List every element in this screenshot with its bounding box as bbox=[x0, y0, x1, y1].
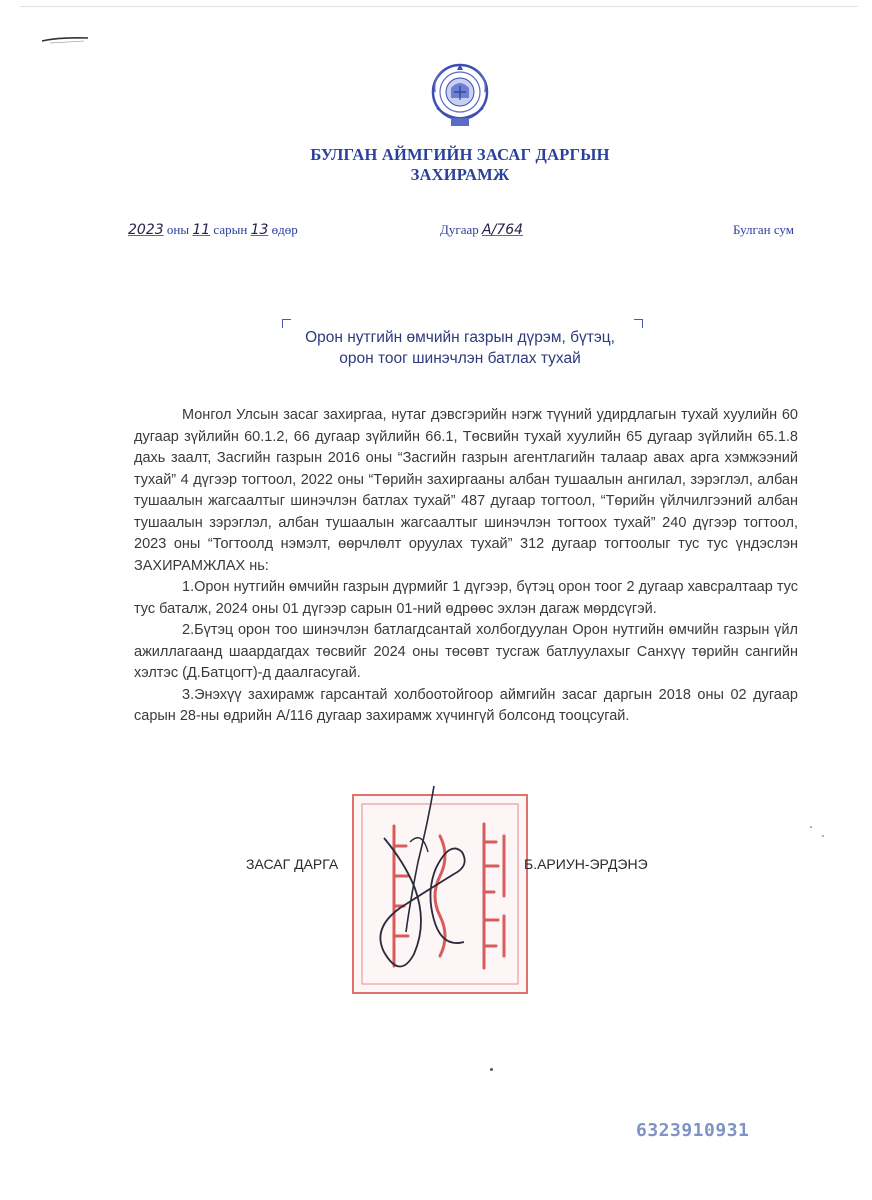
date-day: 13 bbox=[250, 222, 269, 238]
dateline bbox=[128, 218, 794, 244]
document-body bbox=[134, 405, 798, 728]
handwritten-signature bbox=[370, 782, 480, 972]
document-subject bbox=[240, 327, 680, 369]
document-number bbox=[440, 222, 523, 238]
body-item-1: 1.Орон нутгийн өмчийн газрын дүрмийг 1 дүгээр, бүтэц орон тоог 2 дугаар хавсралтаар тус тус баталж, 2024 оны 01 дүгээр сарын 01-ний өдрөөс эхлэн дагаж мөрдсүгэй. bbox=[134, 579, 798, 617]
date-day-suffix: өдөр bbox=[271, 222, 298, 237]
scan-speck bbox=[822, 835, 824, 837]
scan-edge-line bbox=[20, 6, 858, 7]
body-preamble: Монгол Улсын засаг захиргаа, нутаг дэвсгэрийн нэгж түүний удирдлагын тухай хуулийн 60 дугаар зүйлийн 60.1.2, 66 дугаар зүйлийн 66.1, Төсвийн тухай хуулийн 65 дугаар зүйлийн 65.1.8 дахь заалт, Засгийн газрын 2016 оны “Засгийн газрын агентлагийн талаар авах арга хэмжээний тухай” 4 дүгээр тогтоол, 2022 оны “Төрийн захиргааны албан тушаалын ангилал, зэрэглэл, албан тушаалын жагсаалтыг шинэчлэн батлах тухай” 487 дугаар тогтоол, “Төрийн үйлчилгээний албан тушаалын зэрэглэл, албан тушаалын жагсаалтыг шинэчлэн тогтоох тухай” 240 дүгээр тогтоол, 2023 оны “Тогтоолд нэмэлт, өөрчлөлт оруулах тухай” 312 дугаар тогтоолыг тус тус үндэслэн ЗАХИРАМЖЛАХ нь: bbox=[134, 407, 798, 574]
document-header bbox=[0, 145, 872, 185]
date-month-suffix: сарын bbox=[213, 222, 248, 237]
date-month: 11 bbox=[192, 222, 211, 238]
body-item-3: 3.Энэхүү захирамж гарсантай холбоотойгоор аймгийн засаг даргын 2018 оны 02 дугаар сарын 28-ны өдрийн А/116 дугаар захирамж хүчингүй болсонд тооцсугай. bbox=[134, 686, 798, 724]
scan-speck bbox=[490, 1068, 493, 1071]
scan-speck bbox=[810, 826, 812, 828]
date-year-suffix: оны bbox=[166, 222, 190, 237]
document-serial-number: 6323910931 bbox=[636, 1120, 750, 1141]
issue-date bbox=[128, 222, 298, 238]
issue-place: Булган сум bbox=[732, 222, 794, 237]
header-title-line2: ЗАХИРАМЖ bbox=[410, 165, 510, 184]
number-label: Дугаар bbox=[440, 222, 479, 237]
number-value: А/764 bbox=[482, 222, 524, 238]
body-item-2: 2.Бүтэц орон тоо шинэчлэн батлагдсантай холбогдуулан Орон нутгийн өмчийн газрын үйл ажиллагаанд шаардагдах төсвийг 2024 оны төсөвт тусгаж батлуулахыг Санхүү төрийн сангийн хэлтэс (Д.Батцогт)-д даалгасугай. bbox=[134, 622, 798, 681]
corner-scribble-mark bbox=[40, 33, 92, 45]
signatory-name: Б.АРИУН-ЭРДЭНЭ bbox=[524, 856, 648, 872]
signatory-title: ЗАСАГ ДАРГА bbox=[246, 856, 339, 872]
state-emblem-icon bbox=[429, 58, 491, 132]
subject-line1: Орон нутгийн өмчийн газрын дүрэм, бүтэц, bbox=[305, 329, 615, 346]
subject-line2: орон тоог шинэчлэн батлах тухай bbox=[339, 350, 581, 367]
date-year: 2023 bbox=[128, 222, 164, 238]
header-title-line1: БУЛГАН АЙМГИЙН ЗАСАГ ДАРГЫН bbox=[310, 145, 610, 164]
